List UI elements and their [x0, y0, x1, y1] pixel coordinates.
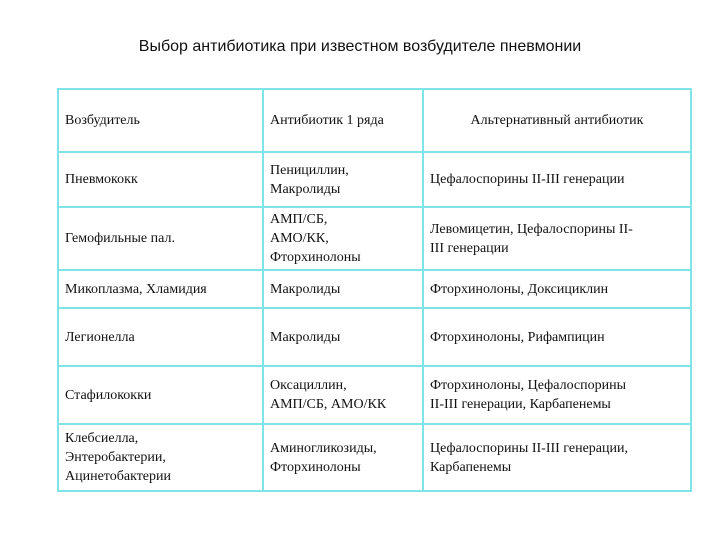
cell-line: III генерации [430, 240, 509, 256]
cell-line: Аминогликозиды, [270, 440, 377, 456]
cell-line: Энтеробактерии, [65, 450, 166, 465]
cell-line: Макролиды [270, 329, 341, 345]
cell-line: Оксациллин, [270, 378, 347, 393]
header-alternative: Альтернативный антибиотик [423, 89, 691, 152]
table-row [58, 152, 691, 207]
table-row [58, 207, 691, 270]
cell-line: АМП/СБ, АМО/КК [270, 397, 387, 412]
antibiotic-table-container [57, 88, 690, 492]
cell-line: АМП/СБ, [270, 212, 328, 227]
cell-first-line [263, 424, 423, 491]
cell-line: Левомицетин, Цефалоспорины II- [430, 221, 633, 237]
cell-alternative [423, 152, 691, 207]
cell-pathogen: Легионелла [58, 308, 263, 366]
cell-pathogen: Пневмококк [58, 152, 263, 207]
cell-first-line [263, 308, 423, 366]
table-row [58, 424, 691, 491]
cell-line: Макролиды [270, 281, 341, 297]
cell-pathogen [58, 424, 263, 491]
cell-line: Фторхинолоны, Рифампицин [430, 329, 605, 345]
cell-alternative [423, 366, 691, 424]
cell-line: Карбапенемы [430, 459, 512, 475]
table-header-row [58, 89, 691, 152]
table-row [58, 366, 691, 424]
cell-alternative [423, 308, 691, 366]
table-row [58, 270, 691, 308]
cell-alternative [423, 270, 691, 308]
cell-first-line [263, 207, 423, 270]
cell-line: Макролиды [270, 181, 341, 197]
cell-line: Цефалоспорины II-III генерации [430, 172, 625, 187]
page-title: Выбор антибиотика при известном возбудителе пневмонии [138, 38, 582, 55]
cell-line: Фторхинолоны [270, 459, 361, 475]
cell-line: Ацинетобактерии [65, 469, 172, 484]
cell-alternative [423, 207, 691, 270]
cell-first-line [263, 270, 423, 308]
cell-line: Фторхинолоны, Цефалоспорины [430, 378, 627, 393]
cell-pathogen: Стафилококки [58, 366, 263, 424]
table-row [58, 308, 691, 366]
cell-pathogen: Гемофильные пал. [58, 207, 263, 270]
cell-line: II-III генерации, Карбапенемы [430, 397, 611, 412]
header-first-line: Антибиотик 1 ряда [263, 89, 423, 152]
cell-pathogen: Микоплазма, Хламидия [58, 270, 263, 308]
cell-line: Цефалоспорины II-III генерации, [430, 440, 628, 456]
cell-line: Фторхинолоны [270, 250, 361, 265]
antibiotic-table [57, 88, 692, 492]
cell-line: Пенициллин, [270, 162, 349, 178]
header-pathogen: Возбудитель [58, 89, 263, 152]
cell-line: Клебсиелла, [65, 431, 139, 446]
cell-first-line [263, 366, 423, 424]
cell-alternative [423, 424, 691, 491]
cell-line: Фторхинолоны, Доксициклин [430, 281, 609, 297]
cell-line: АМО/КК, [270, 231, 329, 246]
cell-first-line [263, 152, 423, 207]
